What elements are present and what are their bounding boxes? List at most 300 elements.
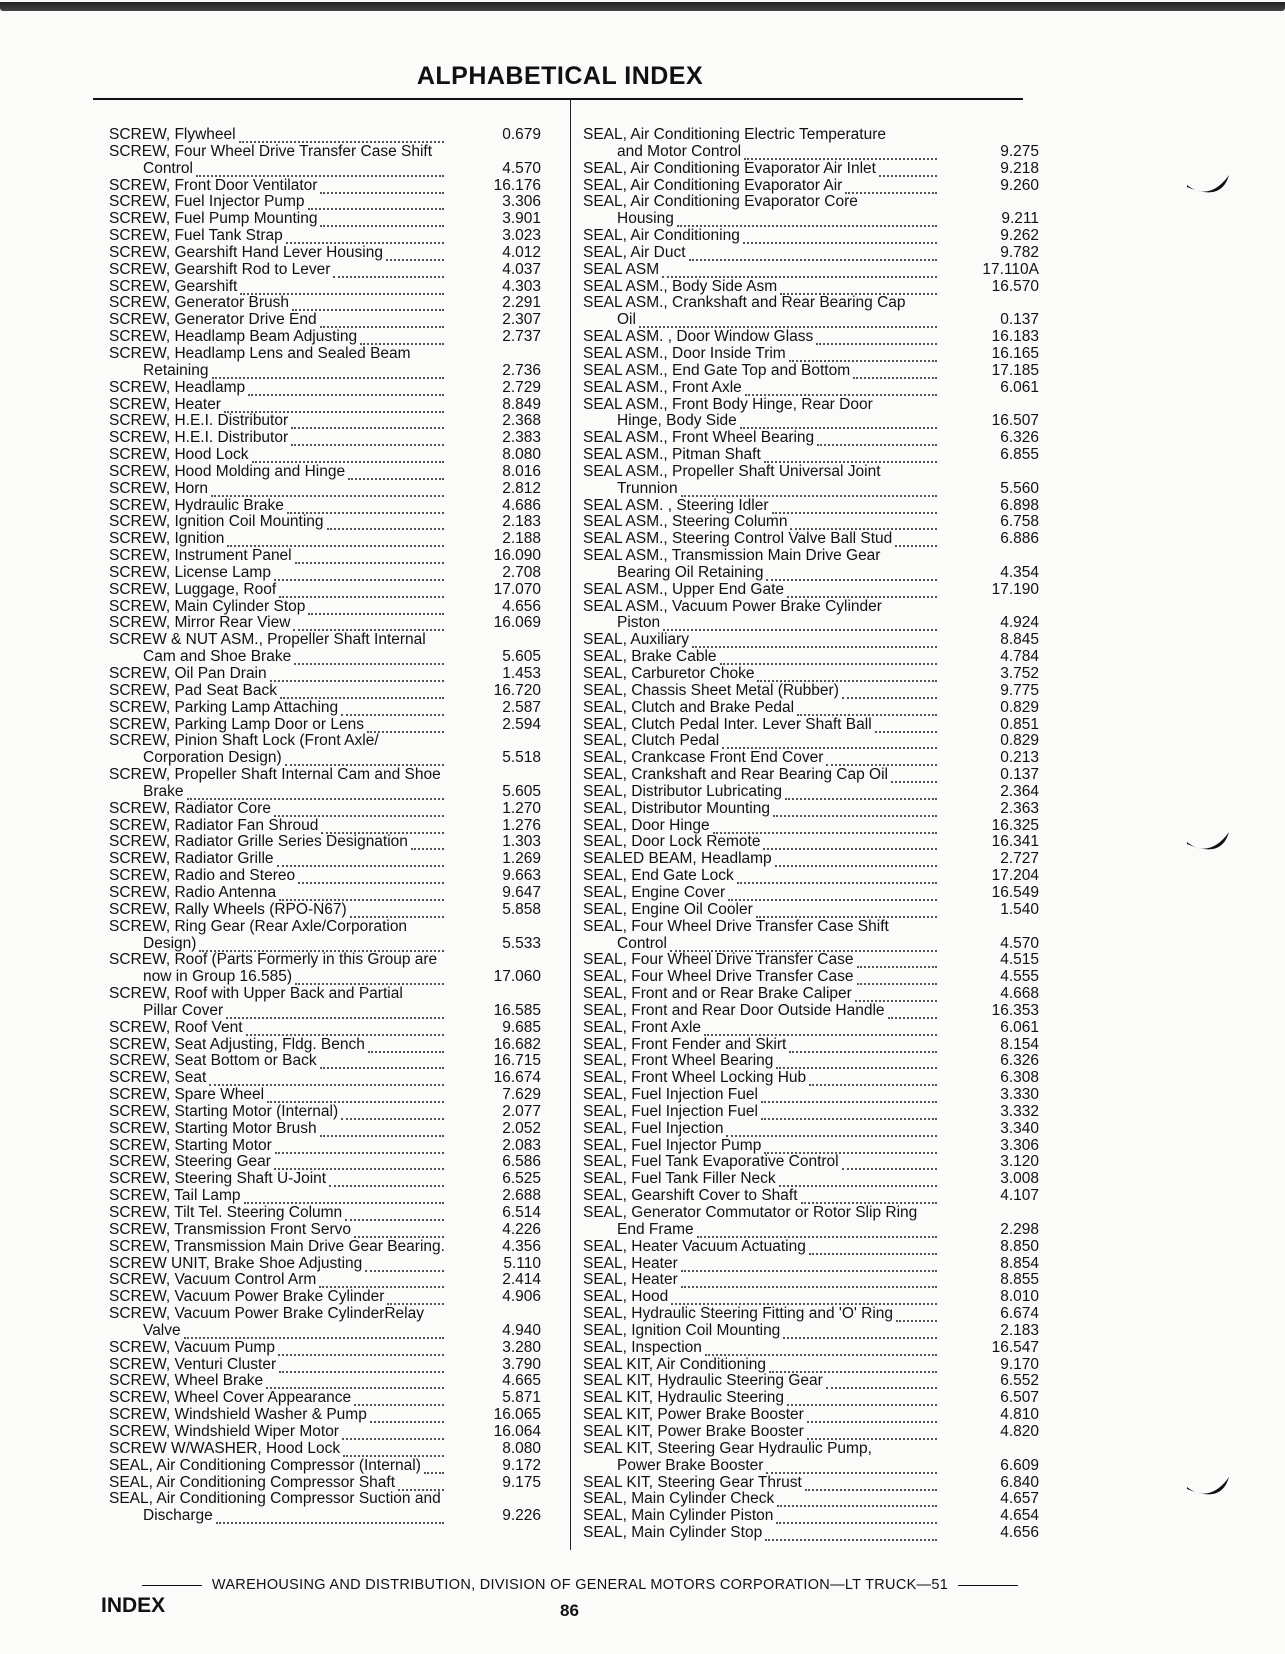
entry-section-number: 5.533 — [502, 934, 541, 952]
index-entry — [109, 1289, 569, 1306]
footer-dash-left — [142, 1585, 202, 1586]
index-entry — [583, 481, 1039, 498]
index-entry — [109, 952, 569, 969]
entry-section-number: 9.663 — [502, 867, 541, 885]
entry-section-number: 2.291 — [502, 294, 541, 312]
entry-text: Housing — [617, 210, 674, 228]
dot-leader — [350, 902, 444, 918]
dot-leader — [809, 1239, 937, 1255]
entry-text: SEAL, Main Cylinder Check — [583, 1490, 775, 1508]
entry-text: SEAL, Chassis Sheet Metal (Rubber) — [583, 681, 839, 699]
index-entry — [583, 632, 1039, 649]
entry-text: SEAL KIT, Steering Gear Hydraulic Pump, — [583, 1439, 872, 1457]
dot-leader — [240, 279, 444, 295]
index-entry — [583, 818, 1039, 835]
entry-section-number: 2.708 — [502, 563, 541, 581]
index-entry — [109, 1424, 569, 1441]
dot-leader — [319, 1272, 444, 1288]
dot-leader — [294, 649, 444, 665]
entry-text: SEAL, Engine Oil Cooler — [583, 900, 753, 918]
index-entry — [583, 700, 1039, 717]
entry-text: SCREW, Flywheel — [109, 126, 236, 143]
entry-text: SEAL ASM., Propeller Shaft Universal Joint — [583, 462, 881, 480]
entry-section-number: 4.356 — [502, 1237, 541, 1255]
index-entry — [583, 1256, 1039, 1273]
index-entry — [583, 1020, 1039, 1037]
index-entry — [109, 1357, 569, 1374]
dot-leader — [424, 1458, 444, 1474]
index-entry — [109, 851, 569, 868]
entry-section-number: 5.605 — [502, 648, 541, 666]
index-entry — [583, 498, 1039, 515]
entry-section-number: 0.137 — [1000, 311, 1039, 329]
entry-section-number: 3.901 — [502, 210, 541, 228]
dot-leader — [196, 161, 444, 177]
dot-leader — [713, 818, 937, 834]
entry-section-number: 9.647 — [502, 883, 541, 901]
dot-leader — [764, 1138, 937, 1154]
entry-section-number: 2.188 — [502, 530, 541, 548]
index-entry — [583, 767, 1039, 784]
dot-leader — [888, 1003, 937, 1019]
entry-section-number: 3.330 — [1000, 1086, 1039, 1104]
entry-text: SCREW, Seat — [109, 1069, 207, 1087]
entry-text: SCREW, Radio and Stereo — [109, 867, 296, 885]
entry-text: SCREW, Wheel Brake — [109, 1372, 264, 1390]
entry-section-number: 1.270 — [502, 799, 541, 817]
dot-leader — [212, 363, 444, 379]
entry-section-number: 2.729 — [502, 378, 541, 396]
dot-leader — [785, 784, 937, 800]
entry-text: SCREW, Transmission Main Drive Gear Bearing. — [109, 1237, 445, 1255]
entry-section-number: 4.570 — [1000, 934, 1039, 952]
entry-text: SEAL, Main Cylinder Piston — [583, 1507, 774, 1525]
entry-text: SCREW, Vacuum Power Brake CylinderRelay — [109, 1305, 424, 1323]
entry-section-number: 1.453 — [502, 665, 541, 682]
entry-text: SEAL, Inspection — [583, 1338, 702, 1356]
dot-leader — [199, 936, 444, 952]
entry-text: SCREW, License Lamp — [109, 563, 271, 581]
entry-text: SEAL ASM., Body Side Asm — [583, 277, 778, 295]
dot-leader — [184, 1323, 444, 1339]
entry-text: Discharge — [143, 1507, 213, 1525]
dot-leader — [809, 1070, 937, 1086]
index-entry — [109, 211, 569, 228]
entry-text: SCREW, Vacuum Power Brake Cylinder — [109, 1288, 385, 1306]
entry-section-number: 5.518 — [502, 749, 541, 767]
entry-section-number: 6.855 — [1000, 446, 1039, 464]
index-entry — [583, 565, 1039, 582]
entry-text: SEAL, Brake Cable — [583, 648, 717, 666]
index-entry — [583, 1171, 1039, 1188]
entry-text: SEAL, Crankshaft and Rear Bearing Cap Oil — [583, 766, 888, 784]
entry-section-number: 8.854 — [1000, 1254, 1039, 1272]
index-entry — [583, 1070, 1039, 1087]
entry-text: SCREW, Roof Vent — [109, 1018, 243, 1036]
dot-leader — [670, 936, 937, 952]
dot-leader — [387, 1289, 444, 1305]
entry-section-number: 2.363 — [1000, 799, 1039, 817]
dot-leader — [345, 1205, 444, 1221]
entry-text: SCREW, Wheel Cover Appearance — [109, 1389, 352, 1407]
index-entry — [109, 986, 569, 1003]
index-entry — [109, 1037, 569, 1054]
entry-text: Hinge, Body Side — [617, 412, 737, 430]
entry-text: SCREW, Windshield Wiper Motor — [109, 1422, 339, 1440]
index-entry — [109, 834, 569, 851]
entry-section-number: 1.303 — [502, 833, 541, 851]
index-entry — [109, 1070, 569, 1087]
dot-leader — [327, 514, 444, 530]
dot-leader — [291, 413, 444, 429]
entry-section-number: 2.364 — [1000, 782, 1039, 800]
entry-text: SEAL, Ignition Coil Mounting — [583, 1321, 781, 1339]
entry-text: SEAL, Front Axle — [583, 1018, 702, 1036]
index-entry — [109, 430, 569, 447]
entry-section-number: 2.587 — [502, 698, 541, 716]
dot-leader — [239, 127, 444, 143]
index-entry — [109, 397, 569, 414]
entry-section-number: 16.064 — [493, 1422, 541, 1440]
entry-section-number: 4.656 — [502, 597, 541, 615]
entry-text: SCREW, Radiator Core — [109, 799, 271, 817]
entry-section-number: 16.065 — [493, 1406, 541, 1424]
dot-leader — [677, 211, 937, 227]
index-entry — [109, 565, 569, 582]
dot-leader — [775, 851, 937, 867]
index-entry — [583, 211, 1039, 228]
entry-section-number: 9.782 — [1000, 243, 1039, 261]
footer-text: WAREHOUSING AND DISTRIBUTION, DIVISION OF GENERAL MOTORS CORPORATION—LT TRUCK—51 — [211, 1577, 949, 1593]
entry-text: SEAL ASM., Upper End Gate — [583, 580, 785, 598]
entry-text: SCREW, Hood Molding and Hinge — [109, 462, 346, 480]
dot-leader — [779, 1171, 937, 1187]
dot-leader — [279, 1357, 444, 1373]
dot-leader — [842, 683, 937, 699]
entry-text: SCREW, Headlamp Lens and Sealed Beam — [109, 344, 411, 362]
dot-leader — [783, 1323, 937, 1339]
dot-leader — [308, 599, 444, 615]
right-index-column — [583, 127, 1039, 1542]
index-entry — [109, 413, 569, 430]
index-entry — [583, 363, 1039, 380]
dot-leader — [341, 1104, 444, 1120]
dot-leader — [761, 1087, 937, 1103]
dot-leader — [704, 1020, 937, 1036]
entry-text: SEAL, Main Cylinder Stop — [583, 1524, 763, 1542]
index-entry — [109, 767, 569, 784]
entry-section-number: 4.668 — [1000, 985, 1039, 1003]
entry-section-number: 4.810 — [1000, 1406, 1039, 1424]
entry-section-number: 16.674 — [493, 1069, 541, 1087]
entry-text: SCREW, Parking Lamp Attaching — [109, 698, 339, 716]
index-entry — [583, 380, 1039, 397]
index-entry — [583, 1508, 1039, 1525]
index-entry — [583, 161, 1039, 178]
entry-section-number: 6.308 — [1000, 1069, 1039, 1087]
entry-section-number: 4.940 — [502, 1321, 541, 1339]
dot-leader — [279, 885, 444, 901]
entry-section-number: 16.183 — [991, 328, 1039, 346]
index-entry — [583, 952, 1039, 969]
entry-text: Control — [617, 934, 667, 952]
entry-text: SEAL ASM., Transmission Main Drive Gear — [583, 547, 881, 565]
page-number: 86 — [560, 1601, 579, 1620]
dot-leader — [279, 582, 444, 598]
index-entry — [583, 683, 1039, 700]
entry-section-number: 4.012 — [502, 243, 541, 261]
entry-text: SEAL, Auxiliary — [583, 631, 689, 649]
dot-leader — [277, 851, 444, 867]
dot-leader — [787, 1390, 937, 1406]
entry-section-number: 8.855 — [1000, 1271, 1039, 1289]
dot-leader — [285, 750, 444, 766]
index-entry — [583, 1441, 1039, 1458]
entry-text: SEAL, End Gate Lock — [583, 867, 734, 885]
index-entry — [109, 1407, 569, 1424]
dot-leader — [896, 1306, 937, 1322]
entry-text: now in Group 16.585) — [143, 968, 293, 986]
dot-leader — [801, 1188, 937, 1204]
index-entry — [109, 194, 569, 211]
entry-text: SEAL ASM., Steering Control Valve Ball Stud — [583, 530, 893, 548]
entry-text: SCREW, Transmission Front Servo — [109, 1220, 352, 1238]
index-entry — [109, 295, 569, 312]
entry-text: SCREW, Venturi Cluster — [109, 1355, 277, 1373]
dot-leader — [740, 413, 937, 429]
entry-section-number: 8.010 — [1000, 1288, 1039, 1306]
dot-leader — [370, 1407, 444, 1423]
index-entry — [583, 969, 1039, 986]
entry-text: SCREW, H.E.I. Distributor — [109, 429, 289, 447]
dot-leader — [270, 666, 444, 682]
entry-text: Oil — [617, 311, 636, 329]
entry-text: SCREW, Mirror Rear View — [109, 614, 291, 632]
entry-section-number: 2.812 — [502, 479, 541, 497]
index-entry — [109, 1491, 569, 1508]
entry-section-number: 2.183 — [502, 513, 541, 531]
entry-text: SCREW, H.E.I. Distributor — [109, 412, 289, 430]
dot-leader — [681, 481, 937, 497]
dot-leader — [411, 834, 444, 850]
entry-section-number: 4.226 — [502, 1220, 541, 1238]
entry-section-number: 4.686 — [502, 496, 541, 514]
entry-section-number: 4.656 — [1000, 1524, 1039, 1542]
index-entry — [109, 1256, 569, 1273]
entry-text: SEAL, Front and Rear Door Outside Handle — [583, 1001, 885, 1019]
entry-section-number: 2.737 — [502, 328, 541, 346]
entry-section-number: 3.332 — [1000, 1102, 1039, 1120]
entry-section-number: 2.727 — [1000, 850, 1039, 868]
entry-section-number: 5.605 — [502, 782, 541, 800]
dot-leader — [826, 750, 937, 766]
dot-leader — [816, 329, 937, 345]
index-entry — [109, 700, 569, 717]
index-entry — [109, 1053, 569, 1070]
entry-text: SCREW, Headlamp Beam Adjusting — [109, 328, 358, 346]
entry-text: SCREW, Gearshift Hand Lever Housing — [109, 243, 383, 261]
index-entry — [109, 733, 569, 750]
dot-leader — [287, 498, 444, 514]
entry-text: SEAL, Air Conditioning Compressor Suction and — [109, 1490, 441, 1508]
index-entry — [583, 1458, 1039, 1475]
entry-text: SCREW, Steering Shaft U-Joint — [109, 1170, 327, 1188]
dot-leader — [776, 1053, 937, 1069]
entry-section-number: 9.775 — [1000, 681, 1039, 699]
entry-section-number: 16.547 — [991, 1338, 1039, 1356]
index-entry — [583, 1003, 1039, 1020]
entry-text: SCREW, Pad Seat Back — [109, 681, 277, 699]
entry-section-number: 6.586 — [502, 1153, 541, 1171]
entry-text: SCREW W/WASHER, Hood Lock — [109, 1439, 341, 1457]
index-entry — [583, 312, 1039, 329]
title-rule — [93, 98, 1023, 100]
dot-leader — [244, 1188, 444, 1204]
entry-section-number: 17.185 — [991, 361, 1039, 379]
dot-leader — [333, 262, 444, 278]
entry-section-number: 0.137 — [1000, 766, 1039, 784]
entry-text: SEAL ASM — [583, 260, 660, 278]
entry-section-number: 2.414 — [502, 1271, 541, 1289]
entry-text: SEAL, Fuel Injection Fuel — [583, 1102, 758, 1120]
entry-section-number: 16.325 — [991, 816, 1039, 834]
entry-section-number: 16.715 — [493, 1052, 541, 1070]
dot-leader — [745, 380, 937, 396]
index-entry — [583, 413, 1039, 430]
entry-text: SEAL, Heater Vacuum Actuating — [583, 1237, 806, 1255]
entry-text: SCREW & NUT ASM., Propeller Shaft Internal — [109, 631, 426, 649]
dot-leader — [227, 531, 444, 547]
dot-leader — [891, 767, 937, 783]
index-entry — [583, 666, 1039, 683]
index-entry — [583, 1205, 1039, 1222]
entry-text: SEAL KIT, Power Brake Booster — [583, 1422, 804, 1440]
entry-text: SEAL, Distributor Lubricating — [583, 782, 783, 800]
entry-text: SCREW, Seat Bottom or Back — [109, 1052, 317, 1070]
index-entry — [583, 986, 1039, 1003]
footer-line — [120, 1577, 1040, 1593]
dot-leader — [275, 1138, 444, 1154]
entry-text: SCREW, Vacuum Pump — [109, 1338, 275, 1356]
entry-text: SEAL, Four Wheel Drive Transfer Case — [583, 951, 854, 969]
index-entry — [109, 1020, 569, 1037]
entry-section-number: 16.069 — [493, 614, 541, 632]
entry-section-number: 4.784 — [1000, 648, 1039, 666]
entry-text: SEAL, Air Duct — [583, 243, 686, 261]
dot-leader — [365, 1256, 444, 1272]
entry-section-number: 16.507 — [991, 412, 1039, 430]
entry-text: SEAL, Fuel Injector Pump — [583, 1136, 762, 1154]
dot-leader — [807, 1424, 937, 1440]
entry-section-number: 2.594 — [502, 715, 541, 733]
index-entry — [109, 1390, 569, 1407]
index-entry — [583, 1340, 1039, 1357]
entry-text: Valve — [143, 1321, 181, 1339]
entry-text: SCREW, Windshield Washer & Pump — [109, 1406, 367, 1424]
entry-section-number: 6.840 — [1000, 1473, 1039, 1491]
entry-text: SCREW, Oil Pan Drain — [109, 665, 267, 682]
entry-text: SEAL, Fuel Injection — [583, 1119, 724, 1137]
entry-text: SEAL, Front Wheel Locking Hub — [583, 1069, 807, 1087]
entry-section-number: 1.276 — [502, 816, 541, 834]
entry-text: SCREW UNIT, Brake Shoe Adjusting — [109, 1254, 363, 1272]
index-entry — [109, 464, 569, 481]
dot-leader — [663, 615, 937, 631]
entry-section-number: 4.924 — [1000, 614, 1039, 632]
entry-text: SEAL, Four Wheel Drive Transfer Case — [583, 968, 854, 986]
entry-text: SCREW, Fuel Pump Mounting — [109, 210, 318, 228]
entry-section-number: 3.306 — [502, 193, 541, 211]
entry-text: SCREW, Gearshift — [109, 277, 238, 295]
entry-section-number: 8.080 — [502, 1439, 541, 1457]
index-entry — [583, 548, 1039, 565]
entry-section-number: 9.275 — [1000, 142, 1039, 160]
index-entry — [109, 717, 569, 734]
entry-section-number: 4.555 — [1000, 968, 1039, 986]
dot-leader — [845, 178, 937, 194]
index-entry — [109, 649, 569, 666]
index-entry — [583, 1087, 1039, 1104]
entry-section-number: 6.326 — [1000, 429, 1039, 447]
dot-leader — [342, 1424, 444, 1440]
dot-leader — [386, 245, 444, 261]
entry-text: SEAL ASM., Crankshaft and Rear Bearing Cap — [583, 294, 906, 312]
entry-text: SEAL ASM., Front Body Hinge, Rear Door — [583, 395, 873, 413]
entry-section-number: 9.172 — [502, 1456, 541, 1474]
dot-leader — [639, 312, 937, 328]
entry-section-number: 6.552 — [1000, 1372, 1039, 1390]
dot-leader — [697, 1222, 937, 1238]
index-entry — [583, 464, 1039, 481]
index-entry — [109, 1340, 569, 1357]
entry-text: SEAL KIT, Power Brake Booster — [583, 1406, 804, 1424]
entry-section-number: 3.306 — [1000, 1136, 1039, 1154]
entry-text: SEAL, Fuel Injection Fuel — [583, 1086, 758, 1104]
index-entry — [583, 615, 1039, 632]
entry-section-number: 8.016 — [502, 462, 541, 480]
dot-leader — [777, 1491, 937, 1507]
entry-section-number: 16.353 — [991, 1001, 1039, 1019]
entry-section-number: 3.752 — [1000, 665, 1039, 682]
entry-section-number: 3.023 — [502, 227, 541, 245]
entry-section-number: 16.341 — [991, 833, 1039, 851]
index-entry — [109, 1087, 569, 1104]
index-entry — [109, 161, 569, 178]
entry-section-number: 4.906 — [502, 1288, 541, 1306]
dot-leader — [853, 363, 937, 379]
index-entry — [583, 295, 1039, 312]
dot-leader — [246, 1020, 444, 1036]
entry-section-number: 5.110 — [503, 1254, 541, 1272]
index-entry — [109, 632, 569, 649]
entry-text: SCREW, Ignition Coil Mounting — [109, 513, 324, 531]
entry-text: SEAL ASM., Front Axle — [583, 378, 742, 396]
entry-text: SCREW, Radiator Fan Shroud — [109, 816, 319, 834]
dot-leader — [766, 565, 937, 581]
entry-section-number: 9.170 — [1000, 1355, 1039, 1373]
index-entry — [109, 666, 569, 683]
entry-section-number: 17.110A — [982, 260, 1039, 278]
entry-section-number: 9.262 — [1000, 227, 1039, 245]
index-entry — [109, 1154, 569, 1171]
entry-section-number: 2.383 — [502, 429, 541, 447]
dot-leader — [226, 1003, 444, 1019]
index-entry — [583, 127, 1039, 144]
entry-section-number: 0.851 — [1000, 715, 1039, 733]
dot-leader — [286, 228, 444, 244]
dot-leader — [789, 346, 937, 362]
entry-section-number: 2.368 — [502, 412, 541, 430]
